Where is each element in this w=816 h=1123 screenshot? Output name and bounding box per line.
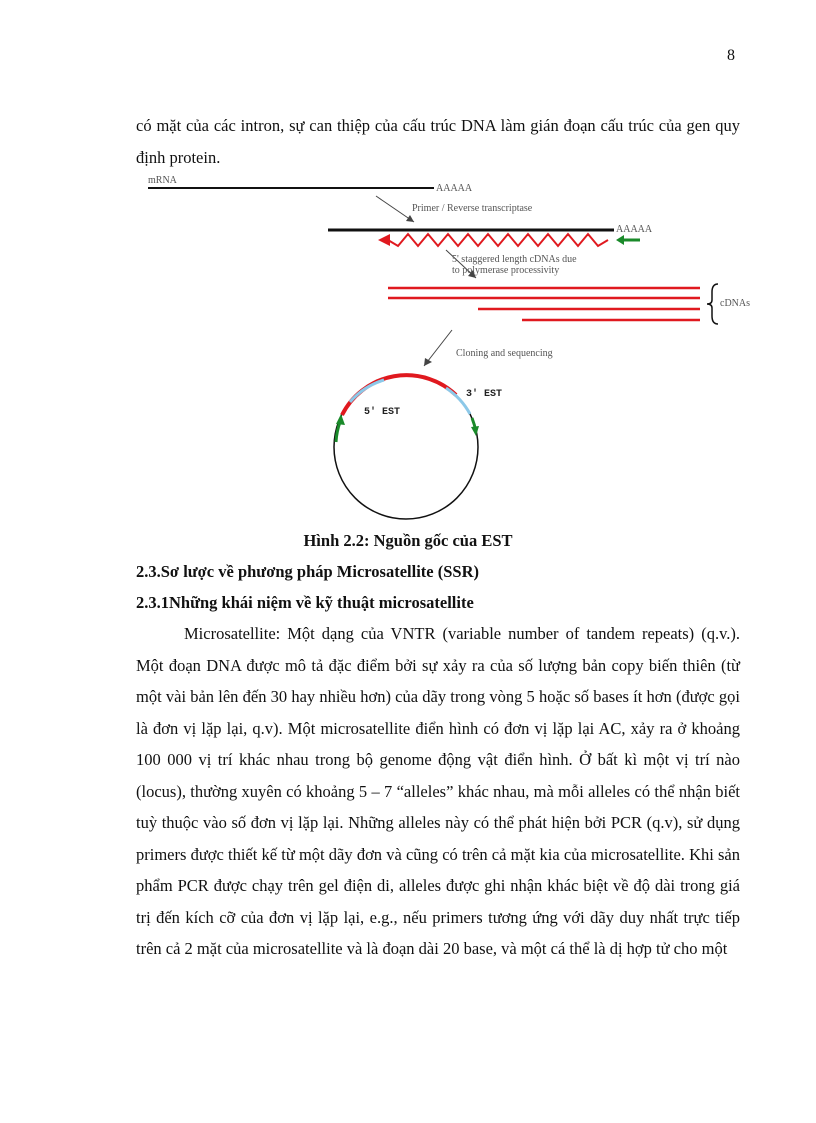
section-heading: 2.3.Sơ lược về phương pháp Microsatellite (SSR) <box>136 562 480 581</box>
cdna-brace <box>707 284 718 324</box>
intro-paragraph: có mặt của các intron, sự can thiệp của cấu trúc DNA làm gián đoạn cấu trúc của gen quy định protein. <box>136 116 740 167</box>
page-number: 8 <box>727 47 735 64</box>
mrna-label: mRNA <box>148 175 177 186</box>
step1-arrowhead <box>406 215 414 222</box>
primer-arrowhead <box>616 235 624 245</box>
step2-line2: to polymerase processivity <box>452 265 560 276</box>
step3-arrowhead <box>424 358 432 366</box>
polya-second-label: AAAAA <box>616 224 653 235</box>
transcript-arrowhead <box>378 234 390 246</box>
polya-top-label: AAAAA <box>436 183 473 194</box>
body-paragraph <box>136 618 740 965</box>
reverse-transcript <box>388 234 608 246</box>
est-origin-diagram <box>140 170 780 520</box>
est5-label: 5' EST <box>364 407 401 418</box>
step2-line1: 5' staggered length cDNAs due <box>452 254 577 265</box>
primer-5 <box>336 422 340 442</box>
body-text: Microsatellite: Một dạng của VNTR (variable number of tandem repeats) (q.v.). Một đoạn DNA được mô tả đặc điểm bởi sự xảy ra của số lượng bản copy biến thiên (từ một vài bản lên đến 30 hay nhiều hơn) của dãy trong vòng 5 hoặc số bases ít hơn (được gọi là đơn vị lặp lại, q.v). Một microsatellite điển hình có đơn vị lặp lại AC, xảy ra ở khoảng 100 000 vị trí khác nhau trong bộ genome động vật điển hình. Ở bất kì một vị trí nào (locus), thường xuyên có khoảng 5 – 7 “alleles” khác nhau, mà mỗi alleles có thể nhận biết tuỳ thuộc vào số đơn vị lặp lại. Những alleles này có thể phát hiện bởi PCR (q.v), sử dụng primers được thiết kế từ một dãy đơn và cũng có trên cả mặt kia của microsatellite. Khi sản phẩm PCR được chạy trên gel điện di, alleles được ghi nhận khác biệt về độ dài trong giá trị đến kích cỡ của đơn vị lặp lại, e.g., nếu primers tương ứng với dãy duy nhất trực tiếp trên cả 2 mặt của microsatellite và là đoạn dài 20 base, và một cá thể là dị hợp tử cho một <box>136 624 740 958</box>
step3-label: Cloning and sequencing <box>456 348 553 359</box>
step1-label: Primer / Reverse transcriptase <box>412 203 533 214</box>
cdnas-label: cDNAs <box>720 298 750 309</box>
est5-read <box>350 380 384 402</box>
figure-caption: Hình 2.2: Nguồn gốc của EST <box>303 531 513 550</box>
subsection-heading: 2.3.1Những khái niệm về kỹ thuật microsatellite <box>136 593 474 612</box>
primer-3-arrowhead <box>471 426 479 436</box>
est3-label: 3' EST <box>466 389 503 400</box>
